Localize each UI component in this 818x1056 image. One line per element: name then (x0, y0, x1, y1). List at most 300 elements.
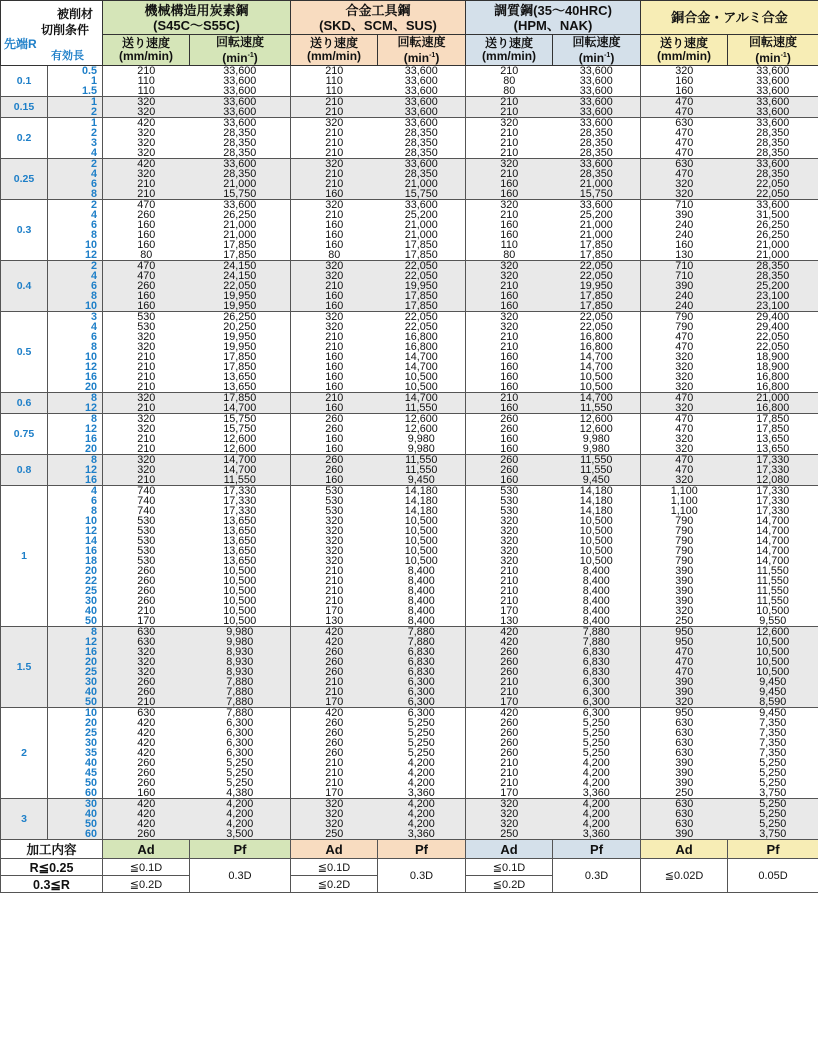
rpm-cell: 4,200 (553, 768, 641, 778)
rpm-cell: 11,550 (553, 403, 641, 414)
rpm-cell: 9,450 (553, 475, 641, 486)
table-row (1, 657, 818, 667)
feed-rate-cell: 260 (500, 718, 519, 728)
rpm-cell: 28,350 (728, 128, 818, 138)
effective-length: 22 (48, 576, 103, 586)
feed-rate-cell: 630 (675, 748, 694, 758)
table-row (1, 312, 818, 323)
rpm-cell: 8,400 (378, 596, 466, 606)
feed-rate-cell: 210 (466, 107, 553, 118)
rpm-cell: 5,250 (553, 718, 641, 728)
rpm-cell: 10,500 (728, 606, 818, 616)
rpm-cell: 6,830 (553, 647, 641, 657)
feed-rate-cell: 160 (466, 189, 553, 200)
feed-rate-cell: 710 (641, 271, 728, 281)
feed-rate-cell: 630 (675, 728, 694, 738)
feed-rate-cell: 250 (675, 616, 694, 627)
rpm-cell: 7,880 (378, 637, 466, 647)
effective-length: 6 (48, 496, 103, 506)
feed-rate-cell: 420 (466, 637, 553, 647)
feed-rate-cell: 160 (291, 403, 378, 414)
feed-rate-cell: 170 (500, 788, 519, 799)
rpm-cell: 21,000 (553, 220, 641, 230)
feed-rate-cell: 470 (103, 200, 190, 211)
rpm-cell: 6,300 (378, 687, 466, 697)
material-header-copper-aluminum (641, 1, 818, 35)
effective-length: 50 (48, 697, 103, 708)
rpm-unit-close: ) (435, 50, 440, 65)
rpm-cell: 10,500 (190, 576, 291, 586)
feed-rate-cell: 390 (675, 210, 694, 220)
feed-rate-cell: 320 (500, 526, 519, 536)
effective-length: 1 (48, 118, 103, 129)
feed-rate-cell: 630 (103, 637, 190, 647)
process-value: Ad (103, 840, 190, 859)
feed-rate-cell: 950 (641, 627, 728, 638)
rpm-cell: 21,000 (190, 230, 291, 240)
feed-rate-cell: 260 (137, 210, 156, 220)
feed-rate-cell: 210 (500, 586, 519, 596)
effective-length: 8 (48, 342, 103, 352)
feed-rate-cell: 320 (325, 536, 344, 546)
rpm-cell: 14,700 (728, 526, 818, 536)
table-row (1, 332, 818, 342)
feed-rate-cell: 320 (291, 809, 378, 819)
effective-length: 60 (48, 829, 103, 840)
feed-rate-cell: 250 (291, 829, 378, 840)
rpm-cell: 21,000 (190, 179, 291, 189)
table-row (1, 506, 818, 516)
rpm-cell: 16,800 (378, 342, 466, 352)
material-header-tempered-steel (466, 1, 641, 35)
rpm-cell: 10,500 (728, 657, 818, 667)
feed-rate-cell: 420 (137, 728, 156, 738)
rpm-cell: 25,200 (553, 210, 641, 220)
feed-rate-cell: 320 (466, 159, 553, 170)
rpm-cell: 5,250 (190, 778, 291, 788)
feed-rate-cell: 210 (466, 393, 553, 404)
feed-rate-cell: 320 (466, 271, 553, 281)
feed-rate-cell: 260 (291, 667, 378, 677)
rpm-cell: 4,200 (553, 809, 641, 819)
rpm-cell: 33,600 (190, 76, 291, 86)
rpm-cell: 15,750 (190, 189, 291, 200)
table-row (1, 748, 818, 758)
effective-length: 10 (48, 240, 103, 250)
rpm-cell: 33,600 (190, 200, 291, 211)
feed-rate-cell: 320 (675, 372, 694, 382)
feed-rate-cell: 260 (325, 738, 344, 748)
rpm-cell: 13,650 (728, 434, 818, 444)
feed-rate-cell: 210 (103, 403, 190, 414)
rpm-cell: 33,600 (190, 107, 291, 118)
rpm-header (728, 35, 818, 66)
feed-rate-cell: 320 (466, 261, 553, 272)
tip-radius: 0.15 (1, 97, 48, 118)
rpm-cell: 29,400 (728, 312, 818, 323)
feed-rate-cell: 210 (325, 566, 344, 576)
feed-rate-cell: 320 (325, 546, 344, 556)
feed-rate-cell: 260 (103, 829, 190, 840)
feed-rate-cell: 740 (137, 506, 156, 516)
rpm-cell: 22,050 (378, 322, 466, 332)
effective-length: 16 (48, 647, 103, 657)
feed-rate-cell: 210 (103, 189, 190, 200)
rpm-cell: 21,000 (378, 179, 466, 189)
feed-rate-cell: 320 (103, 169, 190, 179)
effective-length: 0.5 (48, 66, 103, 77)
table-row (1, 718, 818, 728)
rpm-cell: 9,980 (553, 444, 641, 455)
rpm-cell: 12,600 (378, 424, 466, 434)
rpm-cell: 11,550 (728, 576, 818, 586)
table-row (1, 250, 818, 261)
effective-length: 2 (48, 261, 103, 272)
effective-length: 4 (48, 148, 103, 159)
rpm-cell: 4,200 (378, 799, 466, 810)
rpm-cell: 3,360 (378, 788, 466, 799)
feed-rate-cell: 130 (325, 616, 344, 627)
rpm-header (553, 35, 641, 66)
feed-rate-cell: 320 (137, 342, 156, 352)
effective-length: 2 (48, 128, 103, 138)
effective-length: 40 (48, 606, 103, 616)
feed-rate-cell: 250 (675, 788, 694, 799)
feed-rate-cell: 260 (137, 768, 156, 778)
feed-rate-cell: 320 (466, 799, 553, 810)
feed-rate-cell: 320 (675, 362, 694, 372)
feed-rate-cell: 210 (291, 677, 378, 687)
effective-length: 30 (48, 677, 103, 687)
feed-rate-cell: 160 (291, 475, 378, 486)
rpm-cell: 33,600 (728, 107, 818, 118)
rpm-cell: 23,100 (728, 301, 818, 312)
effective-length: 35 (48, 748, 103, 758)
ad-depth-small: ≦0.1D (291, 859, 378, 876)
process-value: Pf (553, 840, 641, 859)
feed-rate-cell: 170 (466, 697, 553, 708)
table-row (1, 261, 818, 272)
rpm-cell: 17,850 (378, 291, 466, 301)
rpm-unit-sup: -1 (247, 51, 254, 59)
rpm-cell: 10,500 (728, 647, 818, 657)
rpm-cell: 7,350 (728, 728, 818, 738)
rpm-cell: 13,650 (190, 382, 291, 393)
rpm-cell: 8,400 (553, 616, 641, 627)
rpm-cell: 4,200 (553, 758, 641, 768)
table-row (1, 352, 818, 362)
material-sub: (S45C～S55C) (153, 17, 240, 33)
rpm-cell: 14,700 (378, 352, 466, 362)
rpm-header (190, 35, 291, 66)
rpm-cell: 33,600 (728, 159, 818, 170)
effective-length: 16 (48, 372, 103, 382)
rpm-cell: 11,550 (553, 465, 641, 475)
rpm-cell: 17,850 (553, 291, 641, 301)
rpm-cell: 8,400 (553, 596, 641, 606)
feed-rate-cell: 320 (675, 382, 694, 393)
feed-rate-cell: 260 (137, 778, 156, 788)
feed-rate-cell: 630 (103, 627, 190, 638)
effective-length: 6 (48, 179, 103, 189)
rpm-cell: 8,400 (553, 576, 641, 586)
feed-rate-cell: 160 (500, 382, 519, 393)
rpm-cell: 14,180 (378, 496, 466, 506)
feed-rate-cell: 530 (137, 516, 156, 526)
effective-length: 1 (48, 97, 103, 108)
feed-rate-cell: 740 (103, 486, 190, 497)
effective-length: 10 (48, 516, 103, 526)
feed-rate-cell: 740 (137, 496, 156, 506)
feed-rate-cell: 210 (103, 66, 190, 77)
rpm-cell: 33,600 (190, 118, 291, 129)
rpm-cell: 14,700 (728, 516, 818, 526)
feed-rate-cell: 630 (675, 718, 694, 728)
rpm-cell: 33,600 (728, 76, 818, 86)
feed-rate-cell: 160 (500, 362, 519, 372)
effective-length: 12 (48, 424, 103, 434)
table-row (1, 372, 818, 382)
rpm-cell: 28,350 (728, 169, 818, 179)
rpm-cell: 21,000 (553, 179, 641, 189)
feed-rate-header (291, 35, 378, 66)
rpm-cell: 22,050 (378, 271, 466, 281)
rpm-cell: 21,000 (190, 220, 291, 230)
rpm-cell: 6,830 (378, 657, 466, 667)
rpm-cell: 14,180 (553, 496, 641, 506)
rpm-cell: 12,600 (553, 414, 641, 425)
feed-rate-cell: 420 (103, 118, 190, 129)
rpm-cell: 5,250 (728, 809, 818, 819)
rpm-cell: 6,300 (190, 718, 291, 728)
feed-rate-cell: 160 (466, 475, 553, 486)
feed-rate-cell: 320 (103, 107, 190, 118)
rpm-cell: 4,200 (378, 819, 466, 829)
feed-rate-cell: 320 (325, 556, 344, 566)
feed-rate-cell: 390 (675, 768, 694, 778)
rpm-cell: 14,700 (378, 362, 466, 372)
rpm-unit-sup: -1 (780, 51, 787, 59)
rpm-cell: 6,300 (553, 677, 641, 687)
feed-rate-cell: 210 (291, 97, 378, 108)
feed-rate-cell: 80 (328, 250, 341, 261)
rpm-cell: 21,000 (378, 220, 466, 230)
feed-rate-cell: 260 (325, 728, 344, 738)
feed-rate-cell: 470 (675, 138, 694, 148)
material-header-carbon-steel (103, 1, 291, 35)
feed-rate-cell: 210 (137, 606, 156, 616)
feed-rate-cell: 210 (466, 97, 553, 108)
rpm-cell: 10,500 (190, 616, 291, 627)
rpm-cell: 13,650 (190, 536, 291, 546)
table-row (1, 758, 818, 768)
rpm-cell: 33,600 (190, 97, 291, 108)
process-value: Ad (291, 840, 378, 859)
table-row (1, 210, 818, 220)
rpm-cell: 7,880 (190, 697, 291, 708)
table-row (1, 189, 818, 200)
feed-unit: (mm/min) (657, 49, 712, 63)
rpm-cell: 17,850 (728, 424, 818, 434)
feed-rate-cell: 240 (675, 230, 694, 240)
rpm-cell: 8,590 (728, 697, 818, 708)
feed-rate-cell: 390 (675, 576, 694, 586)
rpm-cell: 9,980 (378, 444, 466, 455)
feed-rate-cell: 160 (325, 372, 344, 382)
rpm-cell: 12,600 (190, 444, 291, 455)
table-row (1, 301, 818, 312)
feed-rate-cell: 260 (325, 718, 344, 728)
rpm-cell: 25,200 (378, 210, 466, 220)
feed-rate-cell: 320 (641, 66, 728, 77)
feed-rate-cell: 260 (103, 281, 190, 291)
feed-rate-cell: 320 (466, 312, 553, 323)
feed-rate-cell: 320 (291, 200, 378, 211)
rpm-cell: 19,950 (190, 301, 291, 312)
feed-rate-cell: 390 (641, 677, 728, 687)
feed-rate-cell: 260 (466, 667, 553, 677)
feed-rate-cell: 210 (137, 362, 156, 372)
rpm-cell: 6,300 (553, 687, 641, 697)
feed-rate-cell: 160 (325, 220, 344, 230)
footer (1, 840, 818, 893)
table-row (1, 799, 818, 810)
feed-rate-cell: 320 (675, 434, 694, 444)
effective-length: 3 (48, 312, 103, 323)
table-row (1, 322, 818, 332)
rpm-cell: 6,830 (553, 657, 641, 667)
rpm-cell: 33,600 (378, 200, 466, 211)
rpm-cell: 33,600 (553, 118, 641, 129)
feed-rate-cell: 260 (291, 455, 378, 466)
rpm-cell: 17,850 (190, 250, 291, 261)
process-label: 加工内容 (1, 840, 103, 859)
feed-rate-cell: 530 (103, 312, 190, 323)
rpm-cell: 4,200 (553, 819, 641, 829)
table-row (1, 788, 818, 799)
material-name: 調質鋼(35～40HRC) (494, 2, 612, 18)
feed-rate-cell: 210 (137, 434, 156, 444)
feed-rate-cell: 320 (325, 526, 344, 536)
rpm-cell: 33,600 (553, 97, 641, 108)
feed-rate-cell: 110 (500, 240, 518, 250)
feed-rate-cell: 170 (325, 606, 344, 616)
table-row (1, 148, 818, 159)
rpm-cell: 5,250 (728, 819, 818, 829)
rpm-cell: 14,700 (378, 393, 466, 404)
feed-rate-cell: 260 (466, 657, 553, 667)
feed-rate-cell: 210 (500, 596, 519, 606)
rpm-cell: 7,350 (728, 718, 818, 728)
header-corner (1, 1, 103, 66)
rpm-cell: 19,950 (190, 291, 291, 301)
effective-length: 16 (48, 546, 103, 556)
rpm-cell: 26,250 (728, 230, 818, 240)
table-row (1, 616, 818, 627)
tip-radius: 0.5 (1, 312, 48, 393)
rpm-cell: 14,700 (190, 465, 291, 475)
feed-rate-cell: 630 (641, 819, 728, 829)
feed-rate-cell: 260 (500, 738, 519, 748)
rpm-cell: 22,050 (553, 261, 641, 272)
rpm-cell: 11,550 (190, 475, 291, 486)
feed-rate-cell: 420 (103, 159, 190, 170)
effective-length-label: 有効長 (51, 50, 84, 62)
feed-label: 送り速度 (310, 36, 359, 50)
feed-rate-cell: 420 (137, 738, 156, 748)
rpm-cell: 7,880 (190, 687, 291, 697)
table-row (1, 240, 818, 250)
rpm-cell: 5,250 (553, 748, 641, 758)
rpm-cell: 7,880 (190, 677, 291, 687)
rpm-unit-text: (min (403, 50, 430, 65)
ad-depth-small: ≦0.1D (103, 859, 190, 876)
ad-depth-large: ≦0.2D (466, 876, 553, 893)
feed-rate-cell: 110 (325, 86, 343, 97)
table-row (1, 291, 818, 301)
feed-rate-cell: 160 (675, 86, 694, 97)
rpm-cell: 4,200 (190, 819, 291, 829)
rpm-unit-close: ) (610, 50, 615, 65)
feed-rate-cell: 320 (291, 261, 378, 272)
feed-rate-cell: 210 (103, 697, 190, 708)
feed-rate-cell: 390 (641, 281, 728, 291)
rpm-cell: 28,350 (378, 128, 466, 138)
feed-rate-cell: 260 (137, 566, 156, 576)
feed-rate-cell: 320 (291, 118, 378, 129)
feed-rate-cell: 210 (500, 128, 519, 138)
effective-length: 12 (48, 526, 103, 536)
rpm-cell: 6,300 (190, 728, 291, 738)
rpm-header (378, 35, 466, 66)
effective-length: 2 (48, 159, 103, 170)
rpm-cell: 8,400 (378, 566, 466, 576)
effective-length: 6 (48, 281, 103, 291)
rpm-cell: 14,700 (553, 393, 641, 404)
rpm-cell: 22,050 (190, 281, 291, 291)
table-row (1, 586, 818, 596)
rpm-cell: 33,600 (378, 97, 466, 108)
feed-rate-cell: 390 (675, 586, 694, 596)
rpm-cell: 22,050 (553, 322, 641, 332)
rpm-cell: 28,350 (378, 148, 466, 159)
feed-rate-cell: 320 (466, 809, 553, 819)
feed-rate-cell: 320 (466, 118, 553, 129)
feed-rate-cell: 790 (675, 322, 694, 332)
rpm-cell: 33,600 (378, 159, 466, 170)
rpm-cell: 28,350 (553, 148, 641, 159)
rpm-cell: 6,830 (378, 667, 466, 677)
effective-length: 25 (48, 728, 103, 738)
feed-rate-cell: 260 (500, 424, 519, 434)
rpm-cell: 11,550 (378, 465, 466, 475)
table-row (1, 128, 818, 138)
rpm-cell: 8,930 (190, 667, 291, 677)
rpm-cell: 17,850 (553, 301, 641, 312)
feed-rate-cell: 160 (137, 788, 156, 799)
rpm-cell: 28,350 (190, 148, 291, 159)
feed-rate-cell: 160 (291, 189, 378, 200)
feed-rate-cell: 210 (500, 210, 519, 220)
rpm-cell: 4,380 (190, 788, 291, 799)
table-row (1, 66, 818, 77)
rpm-cell: 14,700 (190, 455, 291, 466)
rpm-cell: 12,080 (728, 475, 818, 486)
feed-rate-cell: 530 (137, 546, 156, 556)
feed-rate-cell: 210 (466, 677, 553, 687)
rpm-cell: 13,650 (190, 556, 291, 566)
rpm-cell: 16,800 (553, 342, 641, 352)
